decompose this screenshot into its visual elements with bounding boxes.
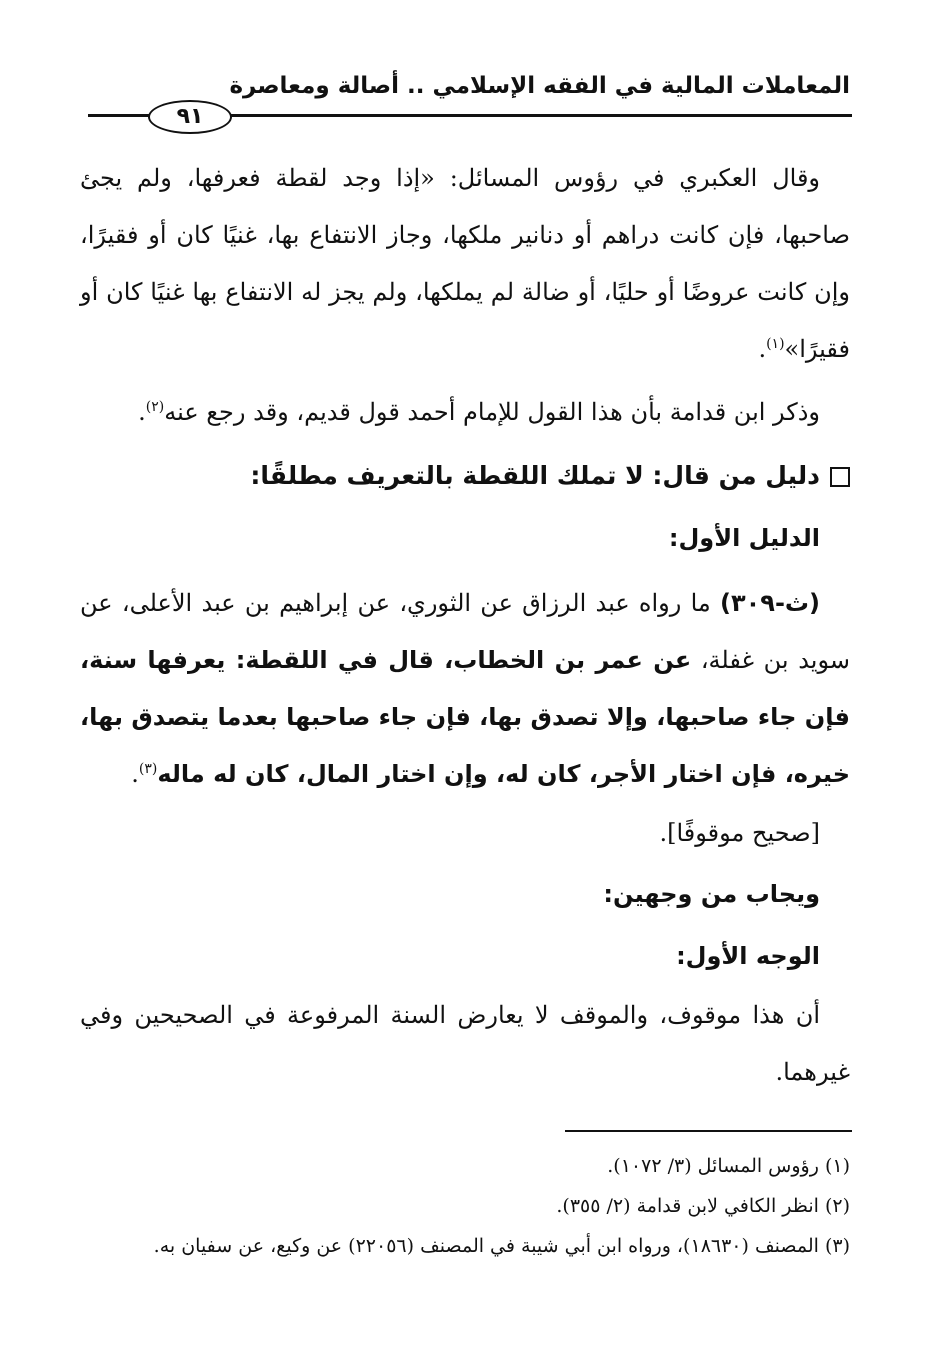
paragraph-ibn-qudama-end: .	[138, 398, 146, 426]
paragraph-ibn-qudama-text: وذكر ابن قدامة بأن هذا القول للإمام أحمد قول قديم، وقد رجع عنه	[164, 398, 820, 426]
paragraph-ukbari-end: .	[758, 335, 767, 363]
section-heading	[80, 445, 850, 507]
hadith-chain: ما رواه عبد الرزاق عن الثوري، عن إبراهيم بن عبد الأعلى، عن سويد بن غفلة،	[80, 589, 850, 674]
section-heading-text: دليل من قال: لا تملك اللقطة بالتعريف مطلقًا:	[250, 461, 820, 490]
square-bullet-icon	[830, 467, 850, 487]
hadith-paragraph	[80, 575, 850, 803]
footnote-ref-2: (٢)	[145, 399, 165, 415]
running-title: المعاملات المالية في الفقه الإسلامي .. أصالة ومعاصرة	[229, 73, 850, 99]
main-text	[80, 150, 850, 1101]
footnote-1: (١) رؤوس المسائل (٣/ ١٠٧٢).	[607, 1155, 850, 1177]
first-evidence-heading: الدليل الأول:	[668, 524, 820, 552]
paragraph-mawquf: أن هذا موقوف، والموقف لا يعارض السنة المرفوعة في الصحيحين وفي غيرهما.	[80, 1001, 850, 1086]
hadith-grading: [صحيح موقوفًا].	[659, 819, 820, 847]
footnotes	[80, 1146, 850, 1266]
hadith-text: عن عمر بن الخطاب، قال في اللقطة: يعرفها سنة، فإن جاء صاحبها، وإلا تصدق بها، فإن جاء صاحبها بعدما يتصدق بها، خيره، فإن اختار الأجر، كان له، وإن اختار المال، كان له ماله	[80, 646, 850, 788]
page-number: ٩١	[148, 100, 232, 134]
paragraph-ukbari-text: وقال العكبري في رؤوس المسائل: «إذا وجد لقطة فعرفها، ولم يجئ صاحبها، فإن كانت دراهم أو دنانير ملكها، وجاز الانتفاع بها، غنيًا كان أو فقيرًا، وإن كانت عروضًا أو حليًا، أو ضالة لم يملكها، ولم يجز له الانتفاع بها غنيًا كان أو فقيرًا»	[80, 164, 850, 363]
hadith-end: .	[131, 760, 139, 788]
first-aspect-heading: الوجه الأول:	[676, 942, 820, 970]
footnote-ref-1: (١)	[766, 336, 785, 352]
paragraph-ukbari	[80, 150, 850, 378]
footnote-3: (٣) المصنف (١٨٦٣٠)، ورواه ابن أبي شيبة في المصنف (٢٢٠٥٦) عن وكيع، عن سفيان به.	[153, 1235, 850, 1257]
hadith-id: (ث-٣٠٩)	[720, 589, 820, 617]
footnote-ref-3: (٣)	[138, 761, 158, 777]
footnote-separator	[565, 1130, 852, 1132]
footnote-2: (٢) انظر الكافي لابن قدامة (٢/ ٣٥٥).	[556, 1195, 850, 1217]
paragraph-ibn-qudama	[80, 384, 850, 441]
answer-intro: ويجاب من وجهين:	[603, 880, 820, 908]
